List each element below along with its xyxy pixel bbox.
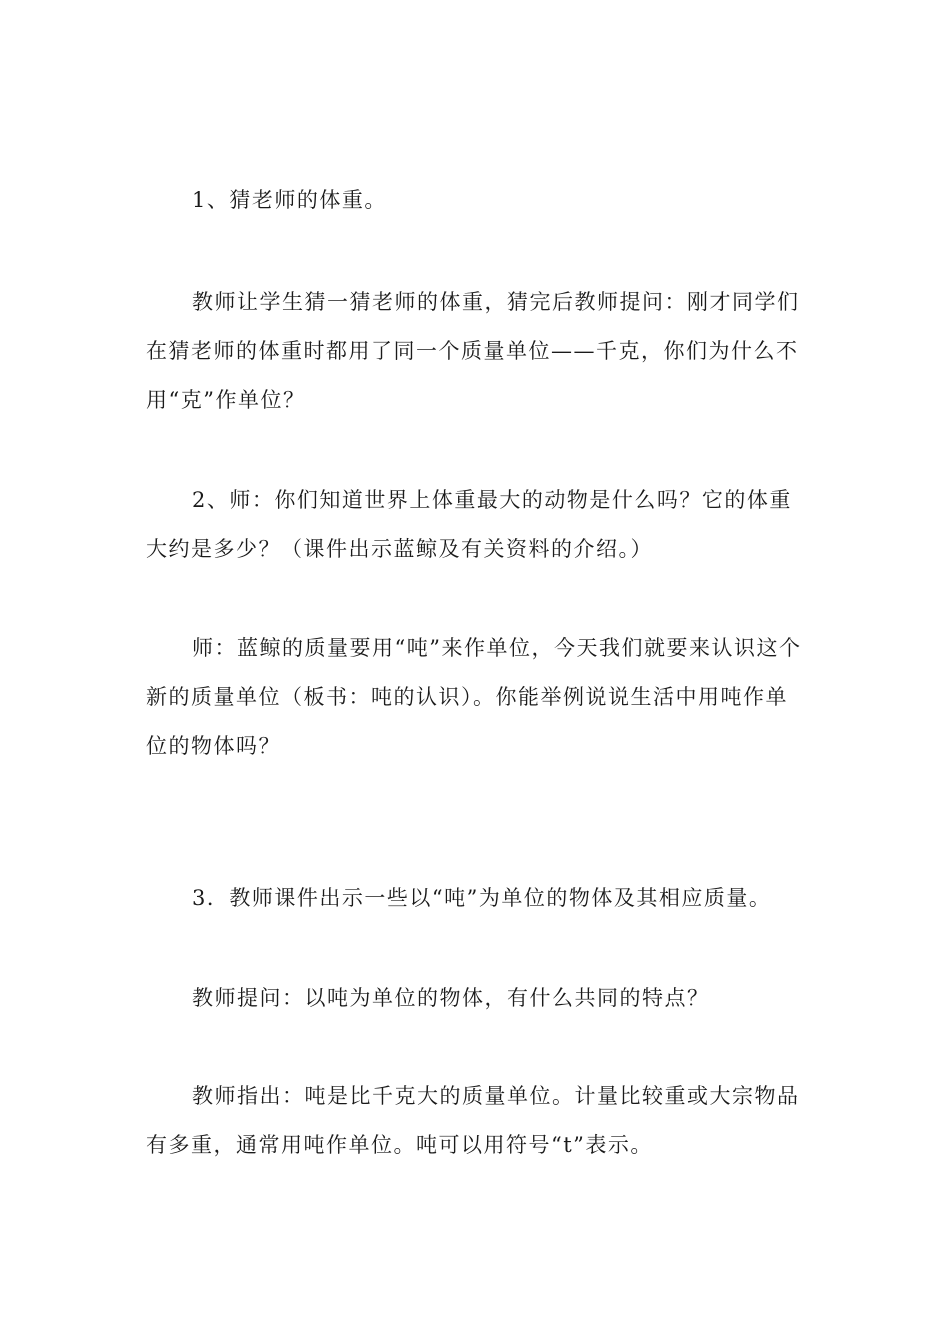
paragraph-3: 2、师：你们知道世界上体重最大的动物是什么吗？它的体重大约是多少？（课件出示蓝鲸及有关资料的介绍。） [146, 488, 792, 561]
paragraph-2: 教师让学生猜一猜老师的体重，猜完后教师提问：刚才同学们在猜老师的体重时都用了同一个质量单位——千克，你们为什么不用“克”作单位？ [146, 290, 800, 412]
paragraph-7: 教师指出：吨是比千克大的质量单位。计量比较重或大宗物品有多重，通常用吨作单位。吨可以用符号“t”表示。 [146, 1084, 800, 1157]
paragraph-1: 1、猜老师的体重。 [192, 188, 387, 212]
paragraph-4: 师：蓝鲸的质量要用“吨”来作单位，今天我们就要来认识这个新的质量单位（板书：吨的认识）。你能举例说说生活中用吨作单位的物体吗？ [146, 636, 802, 758]
paragraph-5: 3．教师课件出示一些以“吨”为单位的物体及其相应质量。 [192, 886, 772, 910]
paragraph-6: 教师提问：以吨为单位的物体，有什么共同的特点？ [192, 986, 710, 1010]
